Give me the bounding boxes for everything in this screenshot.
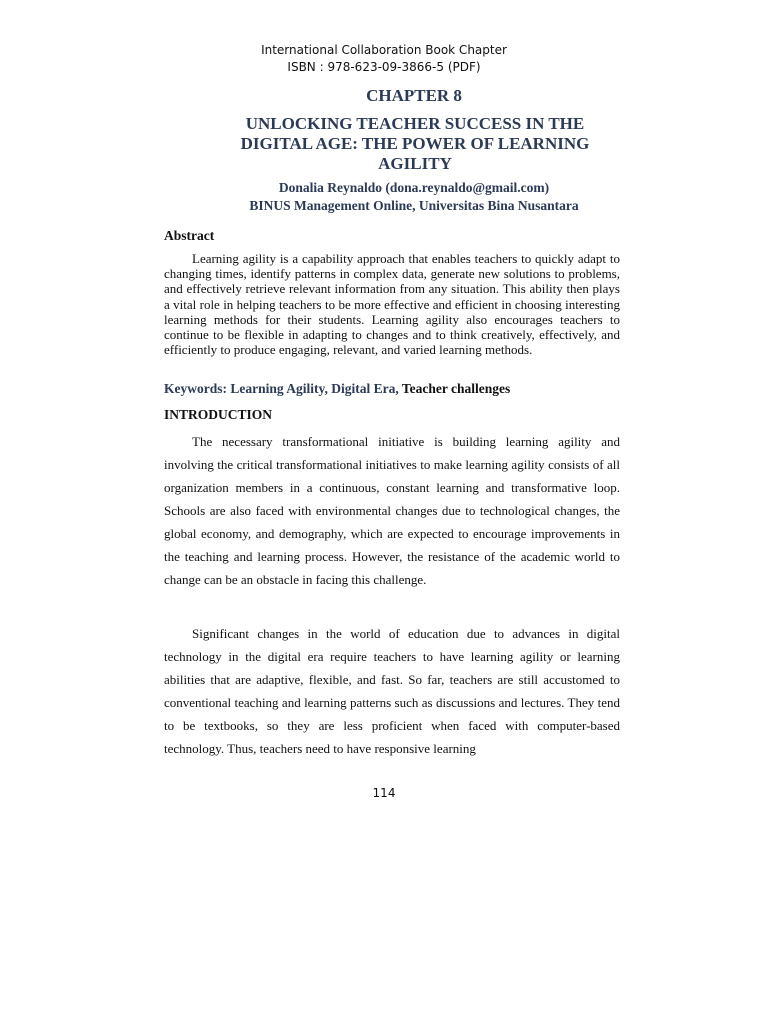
chapter-number: CHAPTER 8 — [366, 86, 462, 105]
book-title-line: International Collaboration Book Chapter — [261, 43, 507, 57]
keywords-line — [164, 381, 620, 397]
chapter-title: UNLOCKING TEACHER SUCCESS IN THE DIGITAL AGE: THE POWER OF LEARNING AGILITY — [240, 114, 590, 173]
page-number: 114 — [372, 786, 396, 800]
author-line: Donalia Reynaldo (dona.reynaldo@gmail.com) — [278, 180, 550, 195]
abstract-text: Learning agility is a capability approach that enables teachers to quickly adapt to changing times, identify patterns in complex data, generate new solutions to problems, and effectively retrieve relevant information from any situation. This ability then plays a vital role in helping teachers to be more effective and efficient in choosing interesting learning methods for their students. Learning agility also encourages teachers to continue to be flexible in adapting to changes and to think creatively, effectively, and efficiently to produce engaging, relevant, and varied learning methods. — [164, 251, 620, 358]
isbn-line: ISBN : 978-623-09-3866-5 (PDF) — [287, 60, 481, 74]
keyword-teacher-challenges: Teacher challenges — [401, 381, 511, 396]
keyword-digital-era: Digital Era, — [331, 381, 402, 396]
keyword-learning-agility: Learning Agility, — [230, 381, 332, 396]
affiliation-line: BINUS Management Online, Universitas Bina Nusantara — [249, 198, 579, 213]
keywords-label: Keywords: — [164, 381, 231, 396]
introduction-paragraph-1: The necessary transformational initiative is building learning agility and involving the critical transformational initiatives to make learning agility consists of all organization members in a continuous, constant learning and transformative loop. Schools are also faced with environmental changes due to technological changes, the global economy, and demography, which are expected to encourage improvements in the teaching and learning process. However, the resistance of the academic world to change can be an obstacle in facing this challenge. — [164, 434, 620, 587]
introduction-paragraph-2: Significant changes in the world of education due to advances in digital technology in the digital era require teachers to have learning agility or learning abilities that are adaptive, flexible, and fast. So far, teachers are still accustomed to conventional teaching and learning patterns such as discussions and lectures. They tend to be textbooks, so they are less proficient when faced with computer-based technology. Thus, teachers need to have responsive learning — [164, 626, 620, 756]
introduction-heading: INTRODUCTION — [164, 407, 273, 422]
abstract-heading: Abstract — [164, 228, 215, 243]
